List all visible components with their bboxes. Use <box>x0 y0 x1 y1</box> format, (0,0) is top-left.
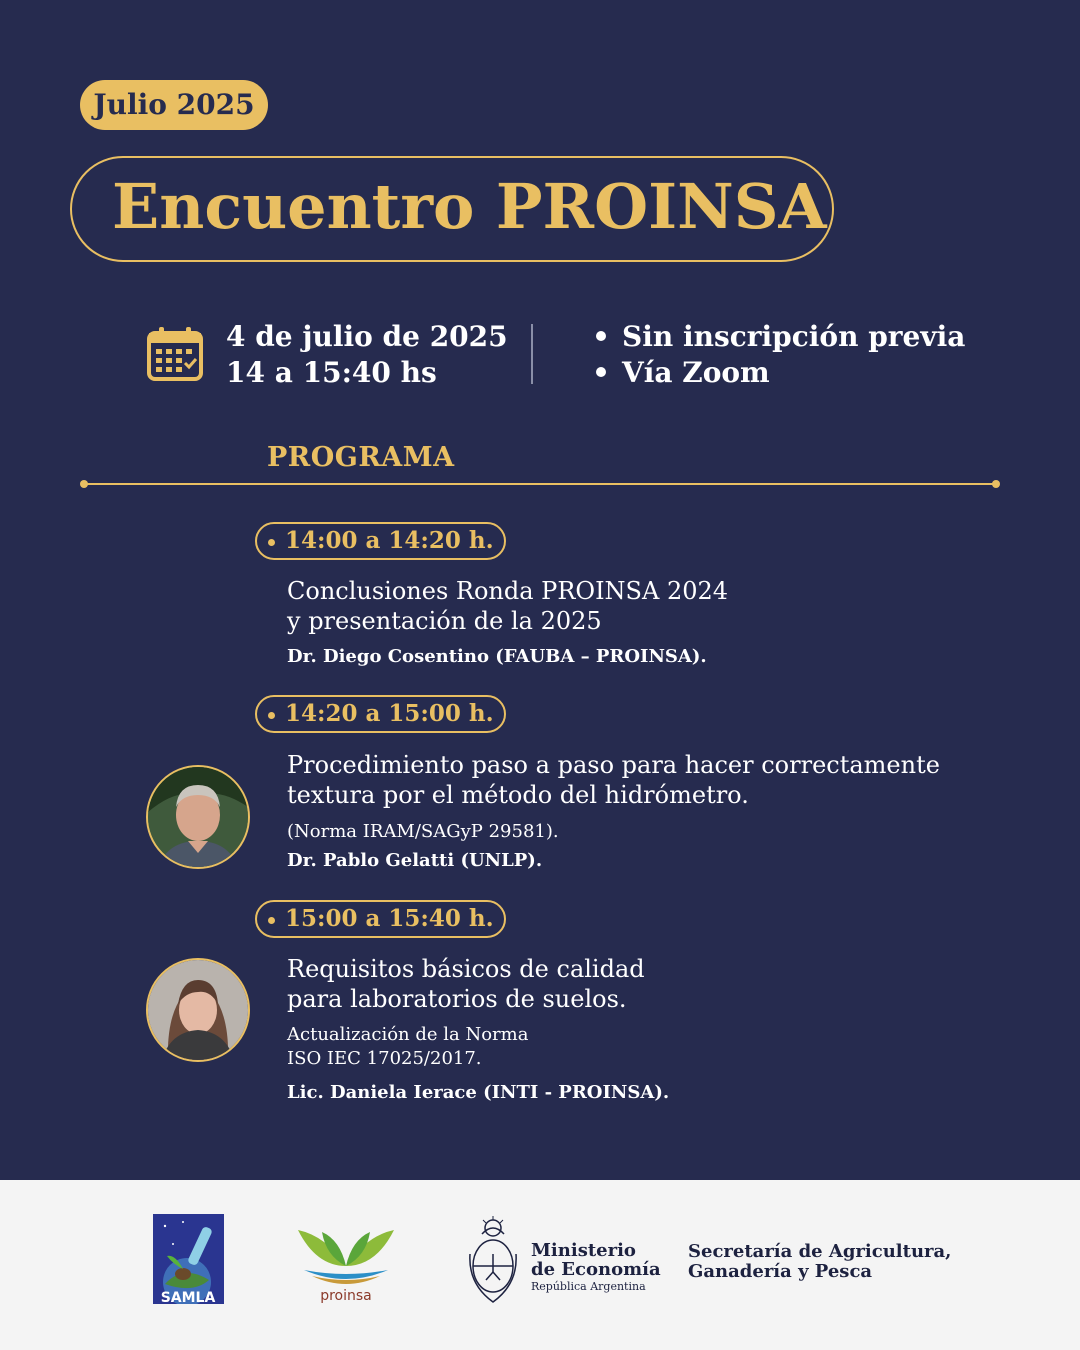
talk-note-3-line-2: ISO IEC 17025/2017. <box>287 1048 482 1069</box>
calendar-icon <box>146 325 204 383</box>
ministry-line-2: de Economía <box>531 1259 661 1280</box>
ministry-line-3: República Argentina <box>531 1280 646 1293</box>
ministry-line-1: Ministerio <box>531 1240 636 1261</box>
divider <box>531 324 533 384</box>
talk-title-1-line-1: Conclusiones Ronda PROINSA 2024 <box>287 577 729 605</box>
talk-title-2-line-1: Procedimiento paso a paso para hacer correctamente <box>287 751 940 779</box>
talk-note-2: (Norma IRAM/SAGyP 29581). <box>287 821 559 842</box>
program-divider <box>84 483 996 485</box>
talk-title-3-line-2: para laboratorios de suelos. <box>287 985 627 1013</box>
time-slot-3: 15:00 a 15:40 h. <box>255 900 506 938</box>
secretariat-line-1: Secretaría de Agricultura, <box>688 1241 952 1262</box>
info-registration: Sin inscripción previa <box>596 320 965 353</box>
argentina-shield-icon <box>466 1214 520 1306</box>
speaker-1: Dr. Diego Cosentino (FAUBA – PROINSA). <box>287 646 707 667</box>
bullet-icon <box>268 917 275 924</box>
proinsa-logo <box>296 1226 396 1306</box>
speaker-photo-3 <box>146 958 250 1062</box>
svg-text:proinsa: proinsa <box>320 1288 372 1304</box>
bullet-icon <box>268 712 275 719</box>
talk-title-3-line-1: Requisitos básicos de calidad <box>287 955 645 983</box>
speaker-3: Lic. Daniela Ierace (INTI - PROINSA). <box>287 1082 670 1103</box>
samla-logo <box>153 1214 224 1304</box>
svg-text:SAMLA: SAMLA <box>160 1290 216 1304</box>
event-date: 4 de julio de 2025 <box>226 320 508 353</box>
secretariat-line-2: Ganadería y Pesca <box>688 1261 873 1282</box>
person-icon <box>148 767 248 867</box>
divider-endpoint <box>992 480 1000 488</box>
talk-title-2-line-2: textura por el método del hidrómetro. <box>287 781 749 809</box>
talk-title-1-line-2: y presentación de la 2025 <box>287 607 602 635</box>
bullet-icon <box>596 367 606 377</box>
event-time: 14 a 15:40 hs <box>226 356 437 389</box>
time-slot-2: 14:20 a 15:00 h. <box>255 695 506 733</box>
person-icon <box>148 960 248 1060</box>
bullet-icon <box>596 331 606 341</box>
program-heading: PROGRAMA <box>267 442 455 473</box>
bullet-icon <box>268 539 275 546</box>
speaker-2: Dr. Pablo Gelatti (UNLP). <box>287 850 543 871</box>
month-badge: Julio 2025 <box>80 80 268 130</box>
divider-endpoint <box>80 480 88 488</box>
info-platform: Vía Zoom <box>596 356 770 389</box>
page-title: Encuentro PROINSA <box>112 170 827 243</box>
speaker-photo-2 <box>146 765 250 869</box>
time-slot-1: 14:00 a 14:20 h. <box>255 522 506 560</box>
talk-note-3-line-1: Actualización de la Norma <box>287 1024 529 1045</box>
